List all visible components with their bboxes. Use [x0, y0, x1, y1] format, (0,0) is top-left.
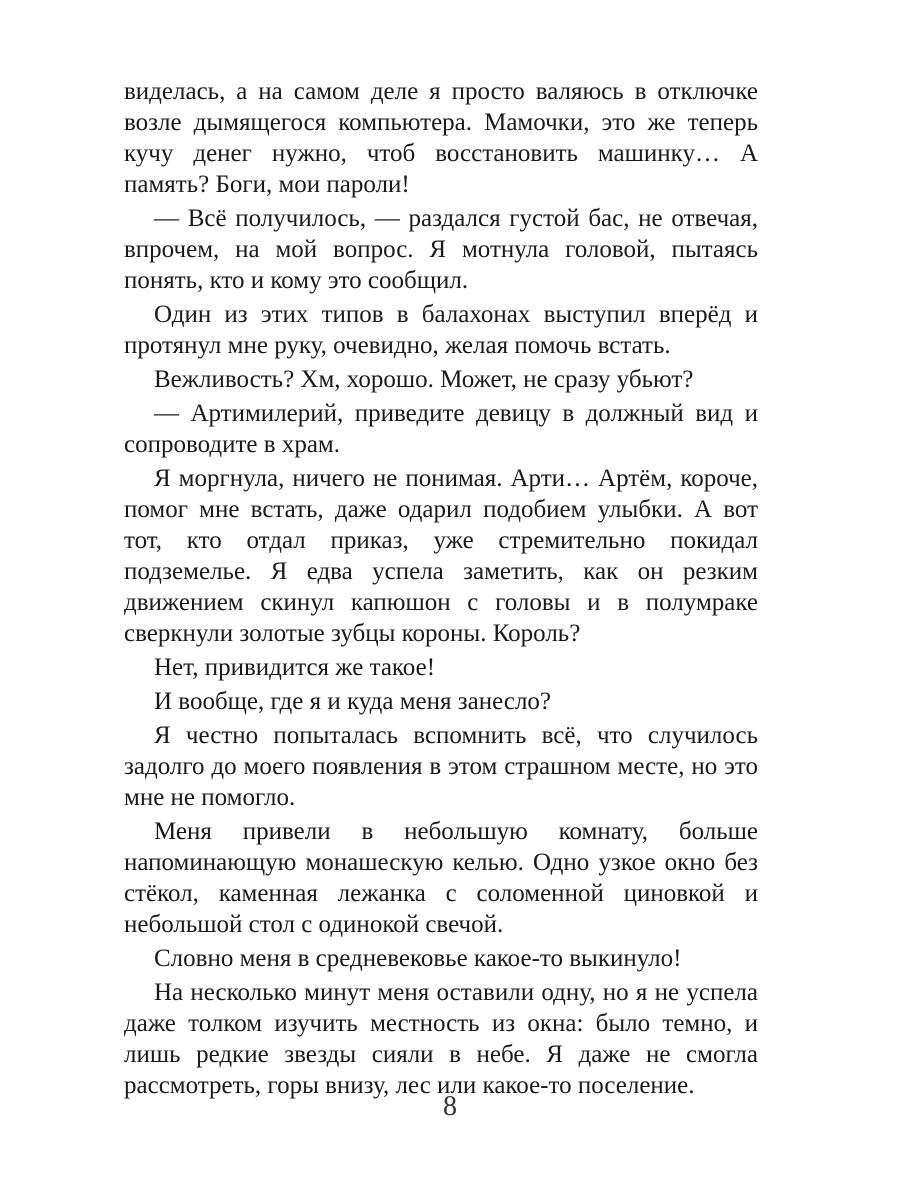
- paragraph-9: Я честно попыталась вспомнить всё, что случилось задолго до моего появления в этом страшном месте, но это мне не помогло.: [124, 722, 758, 811]
- page-number: 8: [443, 1091, 457, 1122]
- page-body: [124, 76, 758, 1104]
- paragraph-5: — Артимилерий, приведите девицу в должный вид и сопроводите в храм.: [124, 400, 758, 458]
- paragraph-6: Я моргнула, ничего не понимая. Арти… Артём, короче, помог мне встать, даже одарил подобием улыбки. А вот тот, кто отдал приказ, уже стремительно покидал подземелье. Я едва успела заметить, как он резким движением скинул капюшон с головы и в полумраке сверкнули золотые зубцы короны. Король?: [124, 465, 758, 647]
- paragraph-7: Нет, привидится же такое!: [154, 654, 436, 681]
- paragraph-3: Один из этих типов в балахонах выступил вперёд и протянул мне руку, очевидно, желая помочь встать.: [124, 301, 758, 359]
- paragraph-8: И вообще, где я и куда меня занесло?: [154, 688, 552, 715]
- paragraph-10: Меня привели в небольшую комнату, больше напоминающую монашескую келью. Одно узкое окно без стёкол, каменная лежанка с соломенной циновкой и небольшой стол с одинокой свечой.: [124, 818, 758, 938]
- paragraph-11: Словно меня в средневековье какое-то выкинуло!: [154, 945, 682, 972]
- paragraph-2: — Всё получилось, — раздался густой бас, не отвечая, впрочем, на мой вопрос. Я мотнула головой, пытаясь понять, кто и кому это сообщил.: [124, 205, 758, 294]
- paragraph-4: Вежливость? Хм, хорошо. Может, не сразу убьют?: [154, 366, 694, 393]
- paragraph-12: На несколько минут меня оставили одну, но я не успела даже толком изучить местность из окна: было темно, и лишь редкие звезды сияли в небе. Я даже не смогла рассмотреть, горы внизу, лес или какое-то поселение.: [124, 979, 758, 1099]
- paragraph-1: виделась, а на самом деле я просто валяюсь в отключке возле дымящегося компьютера. Мамочки, это же теперь кучу денег нужно, чтоб восстановить машинку… А память? Боги, мои пароли!: [124, 78, 758, 198]
